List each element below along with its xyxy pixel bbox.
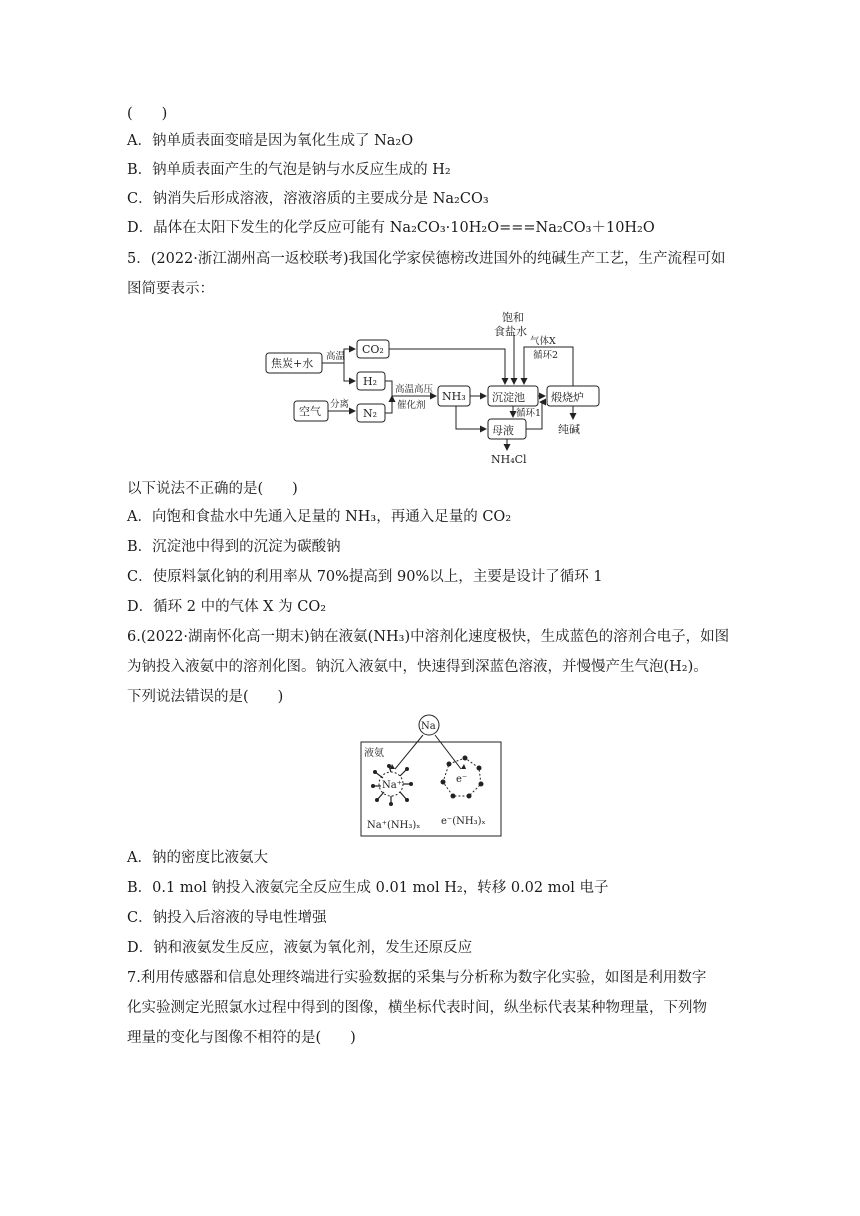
liquid-ammonia-label: 液氨 xyxy=(364,748,384,759)
q6-option-d: D．钠和液氨发生反应，液氨为氧化剂，发生还原反应 xyxy=(127,940,473,956)
electron-label: e⁻ xyxy=(456,774,468,785)
sodium-solvation-diagram xyxy=(357,712,505,840)
n2-label: N₂ xyxy=(363,407,378,420)
q5-option-c: C．使原料氯化钠的利用率从 70%提高到 90%以上，主要是设计了循环 1 xyxy=(127,569,603,585)
nh3-label: NH₃ xyxy=(442,390,466,403)
q4-option-a: A．钠单质表面变暗是因为氧化生成了 Na₂O xyxy=(127,133,414,149)
q7-stem-1: 7.利用传感器和信息处理终端进行实验数据的采集与分析称为数字化实验，如图是利用数字 xyxy=(127,970,707,986)
high-temp-label: 高温 xyxy=(326,351,346,362)
catalyst-label: 催化剂 xyxy=(397,400,426,411)
brine-label-1: 饱和 xyxy=(502,311,524,324)
na-atom-label: Na xyxy=(421,721,436,732)
q4-option-b: B．钠单质表面产生的气泡是钠与水反应生成的 H₂ xyxy=(127,162,451,178)
na-plus-label: Na⁺ xyxy=(382,780,402,791)
q4-option-c: C．钠消失后形成溶液，溶液溶质的主要成分是 Na₂CO₃ xyxy=(127,191,489,207)
q5-stem-1: 5．(2022·浙江湖州高一返校联考)我国化学家侯德榜改进国外的纯碱生产工艺，生产流程可如 xyxy=(127,251,726,267)
q6-option-a: A．钠的密度比液氨大 xyxy=(127,850,268,866)
q5-option-d: D．循环 2 中的气体 X 为 CO₂ xyxy=(127,599,327,615)
soda-process-flow-diagram xyxy=(262,305,627,470)
q6-option-c: C．钠投入后溶液的导电性增强 xyxy=(127,910,327,926)
q6-option-b: B．0.1 mol 钠投入液氨完全反应生成 0.01 mol H₂，转移 0.02 mol 电子 xyxy=(127,880,609,896)
co2-label: CO₂ xyxy=(362,343,384,356)
q5-option-a: A．向饱和食盐水中先通入足量的 NH₃，再通入足量的 CO₂ xyxy=(127,509,512,525)
q4-option-d: D．晶体在太阳下发生的化学反应可能有 Na₂CO₃·10H₂O===Na₂CO₃＋10H₂O xyxy=(127,220,655,236)
q5-stem-2: 图简要表示： xyxy=(127,281,214,297)
gas-x-label: 气体X xyxy=(530,336,556,347)
cycle2-label: 循环2 xyxy=(533,350,559,361)
q7-stem-3: 理量的变化与图像不相符的是( ) xyxy=(127,1030,356,1046)
q4-paren: ( ) xyxy=(127,106,168,122)
coke-water-label: 焦炭+水 xyxy=(271,357,314,370)
na-solvated-label: Na⁺(NH₃)ₓ xyxy=(367,820,421,831)
air-label: 空气 xyxy=(299,405,321,418)
cycle1-label: 循环1 xyxy=(516,408,542,419)
q6-stem-3: 下列说法错误的是( ) xyxy=(127,689,284,705)
tank-label: 沉淀池 xyxy=(492,391,525,404)
separate-label: 分离 xyxy=(330,399,350,410)
q5-question: 以下说法不正确的是( ) xyxy=(127,481,298,497)
mother-liquor-label: 母液 xyxy=(492,424,514,437)
q5-option-b: B．沉淀池中得到的沉淀为碳酸钠 xyxy=(127,539,341,555)
q6-stem-2: 为钠投入液氨中的溶剂化图。钠沉入液氨中，快速得到深蓝色溶液，并慢慢产生气泡(H₂)。 xyxy=(127,659,708,675)
soda-label: 纯碱 xyxy=(558,423,580,436)
brine-label-2: 食盐水 xyxy=(494,325,527,338)
e-solvated-label: e⁻(NH₃)ₓ xyxy=(441,816,486,827)
q7-stem-2: 化实验测定光照氯水过程中得到的图像，横坐标代表时间，纵坐标代表某种物理量，下列物 xyxy=(127,1000,707,1016)
q6-stem-1: 6.(2022·湖南怀化高一期末)钠在液氨(NH₃)中溶剂化速度极快，生成蓝色的溶剂合电子，如图 xyxy=(127,629,730,645)
furnace-label: 煅烧炉 xyxy=(551,391,584,404)
h2-label: H₂ xyxy=(363,375,378,388)
nh4cl-label: NH₄Cl xyxy=(491,453,527,466)
hthp-label: 高温高压 xyxy=(395,384,434,395)
